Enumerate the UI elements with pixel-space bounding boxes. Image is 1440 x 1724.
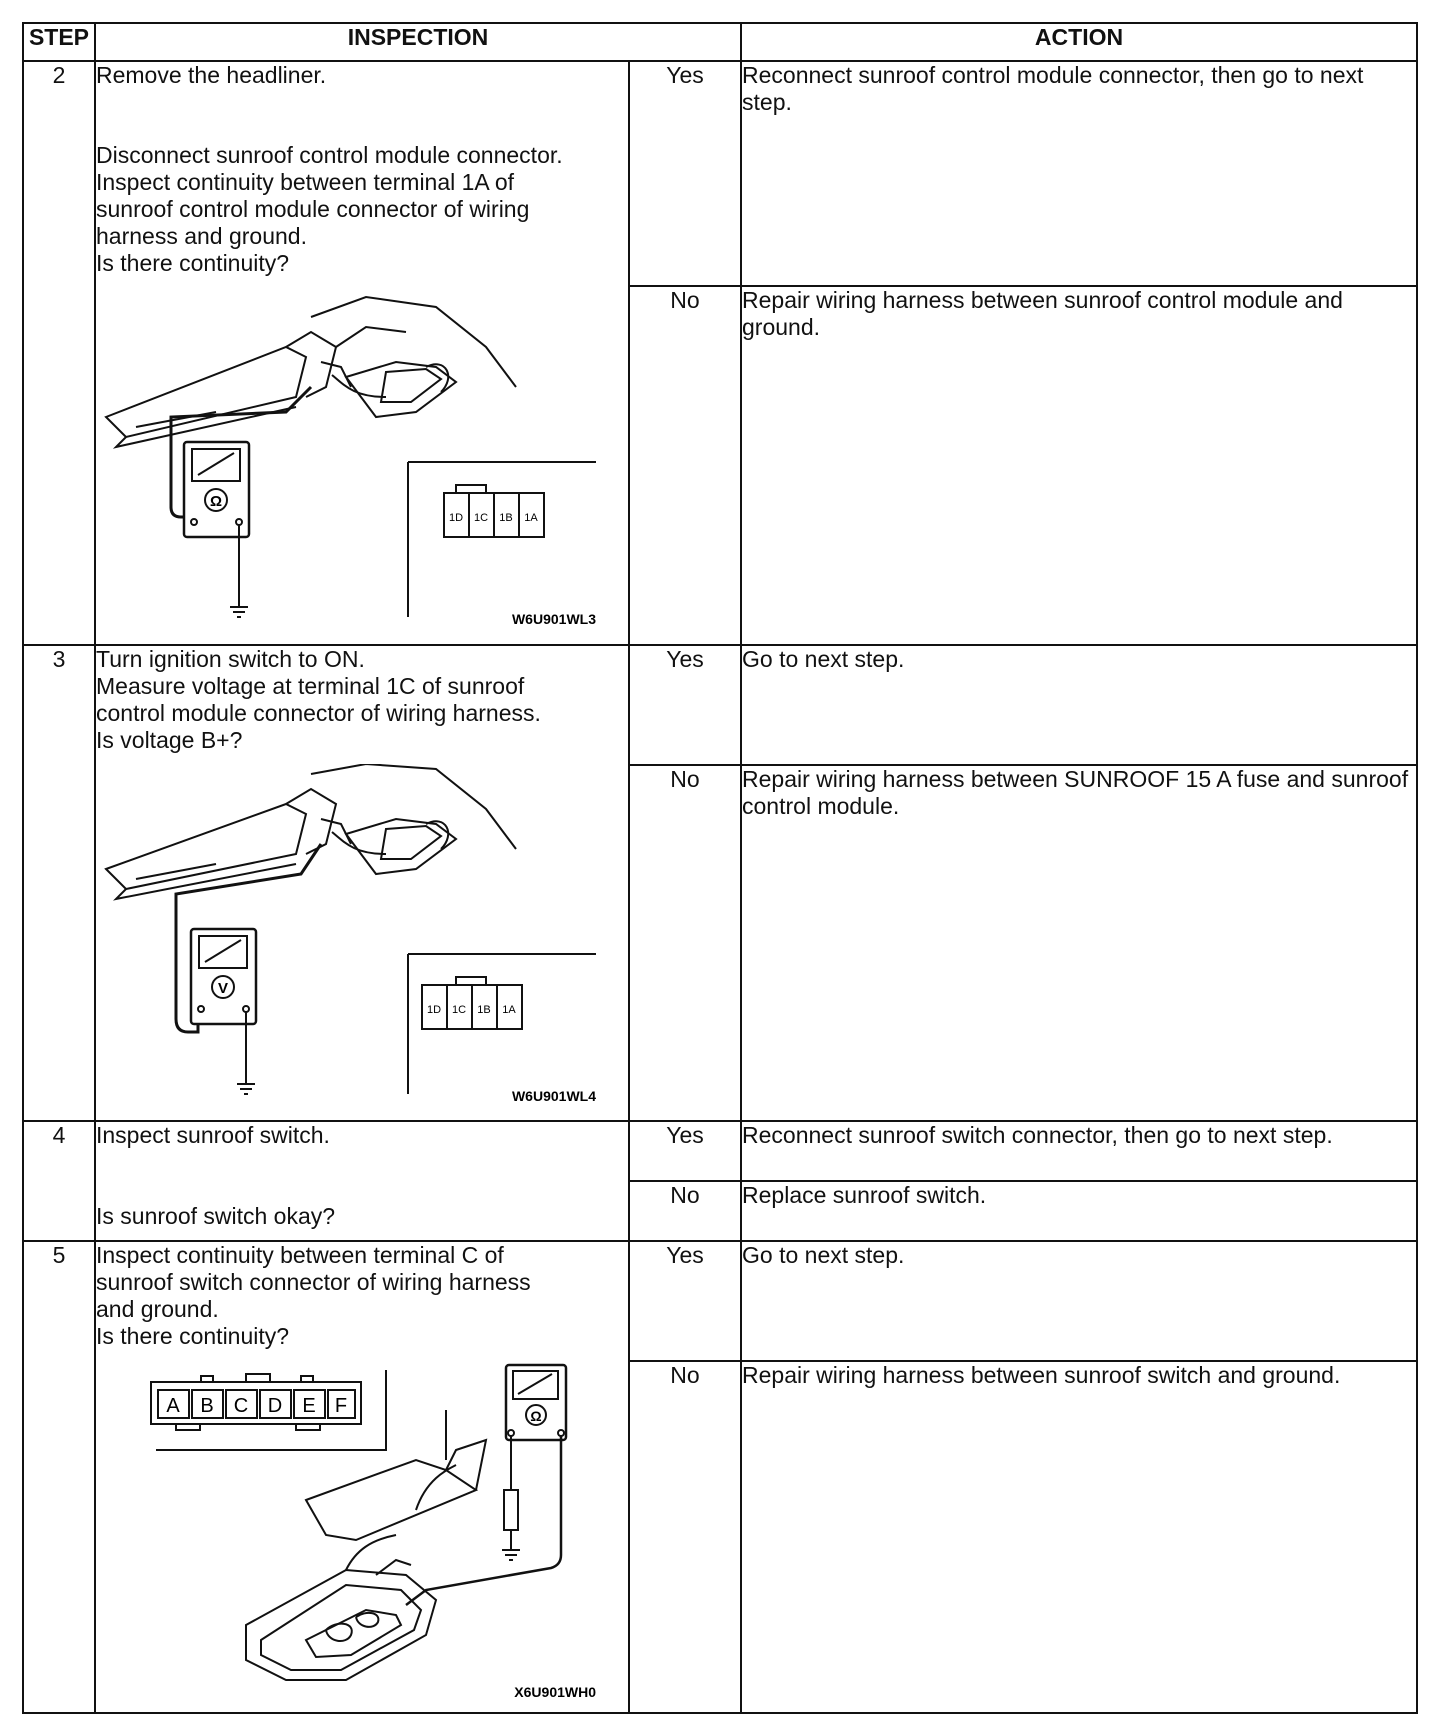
inspection-text: and ground. — [96, 1296, 219, 1322]
inspection-text: Is voltage B+? — [96, 727, 243, 753]
switch-connector-ohmmeter-figure — [96, 1360, 606, 1705]
yes-label: Yes — [629, 61, 741, 286]
no-label: No — [629, 765, 741, 1121]
no-label: No — [629, 1181, 741, 1241]
pin-label: 1B — [499, 512, 513, 524]
pin-label: F — [334, 1395, 348, 1417]
inspection-text: Inspect continuity between terminal 1A of — [96, 169, 515, 195]
yes-action: Go to next step. — [741, 645, 1417, 765]
pin-label: 1D — [426, 1004, 442, 1016]
switch-connector-pinout — [151, 1374, 361, 1430]
inspection-text: Inspect continuity between terminal C of — [96, 1242, 504, 1268]
table-row-step-2-yes — [23, 61, 1417, 286]
inspection-cell-step-3 — [95, 645, 629, 1121]
meter-symbol-label: Ω — [530, 1408, 542, 1424]
yes-label: Yes — [629, 645, 741, 765]
figure-code: X6U901WH0 — [514, 1684, 596, 1700]
inspection-text: Measure voltage at terminal 1C of sunroof — [96, 673, 525, 699]
pin-label: 1A — [524, 512, 538, 524]
pin-label: C — [233, 1395, 249, 1417]
step-number: 5 — [23, 1241, 95, 1713]
inspection-cell-step-2 — [95, 61, 629, 645]
inspection-text: Remove the headliner. — [96, 62, 327, 88]
connector-pinout-diagram — [444, 485, 544, 537]
connector-pinout-diagram — [422, 977, 522, 1029]
inspection-text: Is there continuity? — [96, 250, 290, 276]
diagnostic-procedure-sheet — [22, 22, 1416, 1716]
no-action: Replace sunroof switch. — [741, 1181, 1417, 1241]
inspection-text: Is there continuity? — [96, 1323, 290, 1349]
pin-label: A — [166, 1395, 180, 1417]
header-step: STEP — [23, 23, 95, 61]
yes-action: Reconnect sunroof switch connector, then go to next step. — [741, 1121, 1417, 1181]
step-number: 4 — [23, 1121, 95, 1241]
yes-action: Go to next step. — [741, 1241, 1417, 1361]
no-label: No — [629, 286, 741, 645]
yes-label: Yes — [629, 1121, 741, 1181]
module-connector-voltmeter-figure — [96, 764, 606, 1109]
inspection-cell-step-4 — [95, 1121, 629, 1241]
inspection-text: Turn ignition switch to ON. — [96, 646, 365, 672]
pin-label: 1A — [502, 1004, 516, 1016]
pin-label: D — [267, 1395, 283, 1417]
pin-label: B — [200, 1395, 214, 1417]
inspection-text: sunroof control module connector of wiring — [96, 196, 530, 222]
figure-code: W6U901WL3 — [511, 611, 596, 627]
ground-symbol-icon — [230, 525, 248, 617]
table-header-row — [23, 23, 1417, 61]
table-row-step-3-yes — [23, 645, 1417, 765]
inspection-text: Inspect sunroof switch. — [96, 1122, 330, 1148]
no-action: Repair wiring harness between sunroof control module and ground. — [741, 286, 1417, 645]
table-row-step-4-yes — [23, 1121, 1417, 1181]
step-number: 3 — [23, 645, 95, 1121]
yes-label: Yes — [629, 1241, 741, 1361]
step-number: 2 — [23, 61, 95, 645]
inspection-text: harness and ground. — [96, 223, 307, 249]
table-row-step-5-yes — [23, 1241, 1417, 1361]
yes-action: Reconnect sunroof control module connector, then go to next step. — [741, 61, 1417, 286]
module-connector-ohmmeter-figure — [96, 287, 606, 632]
header-action: ACTION — [741, 23, 1417, 61]
meter-symbol-label: V — [217, 980, 229, 997]
figure-code: W6U901WL4 — [511, 1088, 596, 1104]
pin-label: 1D — [448, 512, 464, 524]
pin-label: 1C — [451, 1004, 467, 1016]
no-action: Repair wiring harness between SUNROOF 15 A fuse and sunroof control module. — [741, 765, 1417, 1121]
pin-label: 1B — [477, 1004, 491, 1016]
inspection-text: Is sunroof switch okay? — [96, 1203, 336, 1229]
no-action: Repair wiring harness between sunroof switch and ground. — [741, 1361, 1417, 1713]
inspection-text: control module connector of wiring harness. — [96, 700, 541, 726]
no-label: No — [629, 1361, 741, 1713]
diagnostic-table — [22, 22, 1418, 1714]
pin-label: E — [302, 1395, 316, 1417]
inspection-text: Disconnect sunroof control module connector. — [96, 142, 563, 168]
header-inspection: INSPECTION — [95, 23, 741, 61]
ground-symbol-icon — [502, 1436, 520, 1560]
pin-label: 1C — [473, 512, 489, 524]
inspection-cell-step-5 — [95, 1241, 629, 1713]
meter-symbol-label: Ω — [209, 493, 223, 510]
inspection-text: sunroof switch connector of wiring harness — [96, 1269, 531, 1295]
